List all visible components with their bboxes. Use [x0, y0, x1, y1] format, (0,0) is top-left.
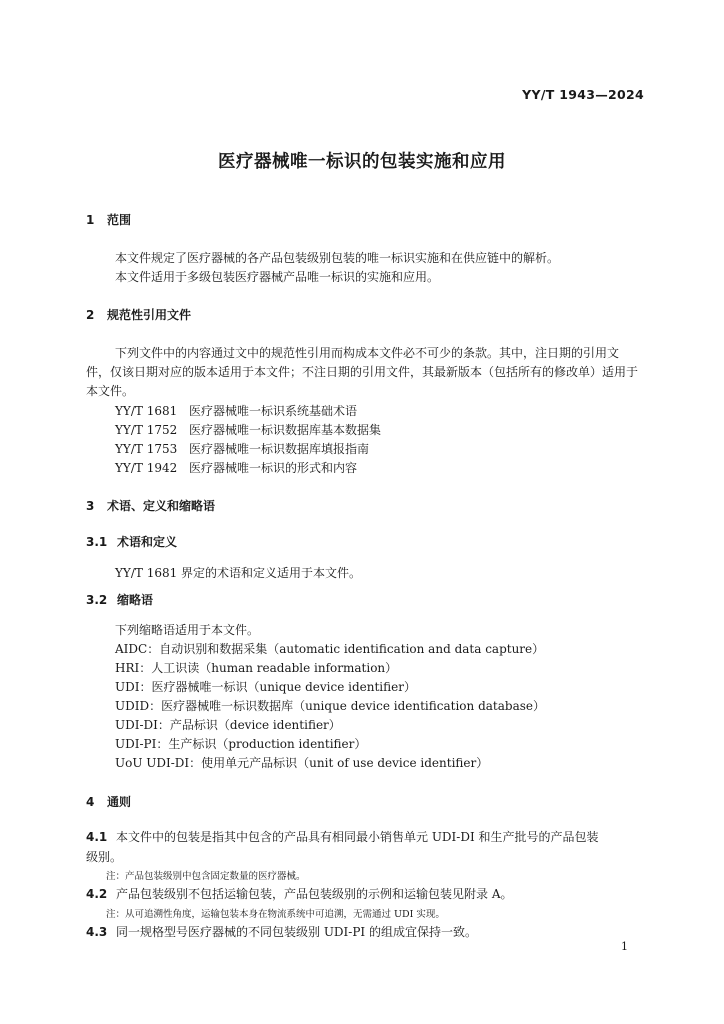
reference-title: 医疗器械唯一标识的形式和内容: [189, 461, 358, 475]
section-title: 规范性引用文件: [107, 308, 192, 322]
clause-4-1-note: 注：产品包装级别中包含固定数量的医疗器械。: [106, 871, 306, 882]
section-title: 通则: [107, 795, 132, 809]
s3-2-intro: 下列缩略语适用于本文件。: [115, 623, 260, 637]
reference-item: [115, 459, 357, 476]
section-title: 范围: [107, 213, 132, 227]
clause-4-2: [86, 885, 512, 902]
s1-paragraph-2: 本文件适用于多级包装医疗器械产品唯一标识的实施和应用。: [115, 270, 440, 284]
abbreviation-item: UDID：医疗器械唯一标识数据库（unique device identification database）: [115, 699, 545, 713]
clause-text: 本文件中的包装是指其中包含的产品具有相同最小销售单元 UDI-DI 和生产批号的产品包装: [116, 830, 599, 844]
subsection-title: 术语和定义: [117, 535, 178, 549]
s2-intro-line-2: 件，仅该日期对应的版本适用于本文件；不注日期的引用文件，其最新版本（包括所有的修改单）适用于: [86, 365, 639, 379]
page-number: 1: [621, 940, 628, 953]
s3-1-text: YY/T 1681 界定的术语和定义适用于本文件。: [115, 566, 362, 580]
section-4-heading: [86, 793, 131, 810]
section-number: 4: [86, 795, 95, 809]
reference-code: YY/T 1752: [115, 423, 178, 437]
clause-text: 产品包装级别不包括运输包装，产品包装级别的示例和运输包装见附录 A。: [116, 887, 513, 901]
clause-4-2-note: 注：从可追溯性角度，运输包装本身在物流系统中可追溯，无需通过 UDI 实现。: [106, 909, 445, 920]
section-3-heading: [86, 497, 215, 514]
reference-code: YY/T 1681: [115, 404, 178, 418]
reference-code: YY/T 1942: [115, 461, 178, 475]
clause-4-3: [86, 923, 477, 940]
reference-item: [115, 421, 381, 438]
reference-title: 医疗器械唯一标识系统基础术语: [189, 404, 358, 418]
abbreviation-item: UDI-PI：生产标识（production identifier）: [115, 737, 367, 751]
subsection-number: 3.1: [86, 535, 108, 549]
s2-intro-line-1: 下列文件中的内容通过文中的规范性引用而构成本文件必不可少的条款。其中，注日期的引用文: [115, 346, 620, 360]
section-number: 2: [86, 308, 95, 322]
reference-item: [115, 440, 369, 457]
abbreviation-item: HRI：人工识读（human readable information）: [115, 661, 398, 675]
reference-item: [115, 402, 357, 419]
section-2-heading: [86, 306, 191, 323]
reference-title: 医疗器械唯一标识数据库填报指南: [189, 442, 370, 456]
abbreviation-item: UoU UDI-DI：使用单元产品标识（unit of use device identifier）: [115, 756, 489, 770]
subsection-title: 缩略语: [117, 593, 154, 607]
abbreviation-item: UDI：医疗器械唯一标识（unique device identifier）: [115, 680, 416, 694]
clause-number: 4.2: [86, 887, 108, 901]
abbreviation-item: AIDC：自动识别和数据采集（automatic identification and data capture）: [115, 642, 545, 656]
abbreviation-item: UDI-DI：产品标识（device identifier）: [115, 718, 341, 732]
section-title: 术语、定义和缩略语: [107, 499, 216, 513]
reference-title: 医疗器械唯一标识数据库基本数据集: [189, 423, 382, 437]
clause-number: 4.3: [86, 925, 108, 939]
clause-4-1: [86, 828, 599, 845]
s2-intro-line-3: 本文件。: [86, 384, 135, 398]
clause-number: 4.1: [86, 830, 108, 844]
standard-code: YY/T 1943—2024: [522, 87, 644, 102]
subsection-number: 3.2: [86, 593, 108, 607]
subsection-3-2-heading: [86, 591, 153, 608]
section-1-heading: [86, 211, 131, 228]
clause-4-1-continuation: 级别。: [86, 850, 123, 864]
subsection-3-1-heading: [86, 533, 177, 550]
section-number: 1: [86, 213, 95, 227]
clause-text: 同一规格型号医疗器械的不同包装级别 UDI-PI 的组成宜保持一致。: [116, 925, 477, 939]
section-number: 3: [86, 499, 95, 513]
reference-code: YY/T 1753: [115, 442, 178, 456]
document-title: 医疗器械唯一标识的包装实施和应用: [218, 152, 506, 172]
s1-paragraph-1: 本文件规定了医疗器械的各产品包装级别包装的唯一标识实施和在供应链中的解析。: [115, 251, 560, 265]
